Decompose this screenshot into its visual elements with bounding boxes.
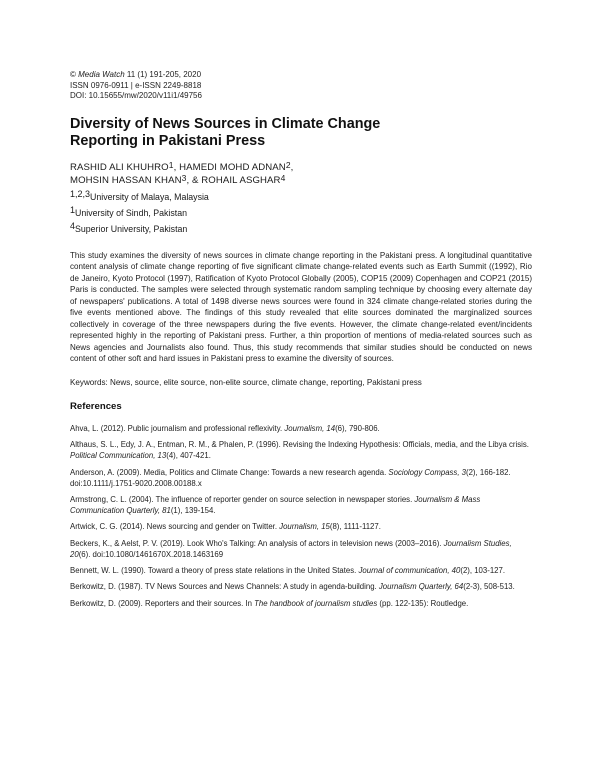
citation-line: © Media Watch 11 (1) 191-205, 2020 — [70, 70, 202, 79]
affiliation: $^1$University of Sindh, Pakistan — [70, 204, 187, 218]
journal-meta — [70, 70, 532, 102]
reference-item: Anderson, A. (2009). Media, Politics and Climate Change: Towards a new research agenda. Sociology Compass, 3(2), 166-182. doi:10.1111/j.1751-9020.2008.00188.x — [70, 467, 511, 488]
paper-page — [70, 70, 532, 615]
journal-name: Media Watch — [78, 70, 125, 79]
reference-item: Beckers, K., & Aelst, P. V. (2019). Look Who's Talking: An analysis of actors in television news (2003–2016). Journalism Studies, 20(6). doi:10.1080/1461670X.2018.1463169 — [70, 538, 512, 559]
reference-item: Armstrong, C. L. (2004). The influence of reporter gender on source selection in newspaper stories. Journalism & Mass Communication Quarterly, 81(1), 139-154. — [70, 495, 481, 515]
affiliation: $^{1,2,3}$University of Malaya, Malaysia — [70, 188, 209, 202]
author-name: HAMEDI MOHD ADNAN — [179, 161, 286, 173]
author-name: ROHAIL ASGHAR — [201, 174, 281, 186]
reference-item: Artwick, C. G. (2014). News sourcing and gender on Twitter. Journalism, 15(8), 1111-1127. — [70, 522, 381, 532]
reference-item: Ahva, L. (2012). Public journalism and professional reflexivity. Journalism, 14(6), 790-806. — [70, 423, 380, 433]
reference-item: Berkowitz, D. (1987). TV News Sources and News Channels: A study in agenda-building. Journalism Quarterly, 64(2-3), 508-513. — [70, 582, 515, 592]
affiliation-list — [70, 189, 532, 237]
references-heading: References — [70, 400, 122, 412]
author-name: MOHSIN HASSAN KHAN — [70, 174, 182, 186]
reference-item: Berkowitz, D. (2009). Reporters and their sources. In The handbook of journalism studies (pp. 122-135): Routledge. — [70, 598, 469, 608]
reference-item: Bennett, W. L. (1990). Toward a theory of press state relations in the United States. Journal of communication, 40(2), 103-127. — [70, 566, 506, 576]
author-name: RASHID ALI KHUHRO — [70, 161, 169, 173]
doi-line: DOI: 10.15655/mw/2020/v11i1/49756 — [70, 91, 202, 100]
keywords: Keywords: News, source, elite source, non-elite source, climate change, reporting, Pakistani press — [70, 377, 422, 387]
issn-line: ISSN 0976-0911 | e-ISSN 2249-8818 — [70, 80, 202, 90]
reference-list — [70, 424, 532, 610]
paper-title: Diversity of News Sources in Climate Change Reporting in Pakistani Press — [70, 115, 381, 149]
author-list: RASHID ALI KHUHRO$^1$, HAMEDI MOHD ADNAN$^2$, MOHSIN HASSAN KHAN$^3$, & ROHAIL ASGHAR$^4$ — [70, 159, 294, 186]
reference-item: Althaus, S. L., Edy, J. A., Entman, R. M., & Phalen, P. (1996). Revising the Indexing Hypothesis: Officials, media, and the Libya crisis. Political Communication, 13(4), 407-421. — [70, 440, 529, 461]
affiliation: $^4$Superior University, Pakistan — [70, 220, 188, 234]
abstract: This study examines the diversity of news sources in climate change reporting in the Pakistani press. A longitudinal quantitative content analysis of climate change reporting of five significant climate change-related events such as Earth Summit ((1992), Rio de Janeiro, Kyoto Protocol (1997), Ratification of Kyoto Protocol Globally (2005), COP15 (2009) Copenhagen and COP21 (2015) Paris is conducted. The samples were selected through systematic random sampling technique by choosing every alternate day of newspapers' publications. A total of 1498 diverse news sources were found in 324 climate change-related stories during the five events mentioned above. The findings of this study revealed that elite sources dominated the marginalized sources collectively in coverage of the three newspapers during the five events. However, the climate change-related event/incidents represented highly in the reporting of Pakistani press. Further, a thin proportion of mentions of media-related sources such as News agencies and Journalists also found. Thus, this study recommends that similar studies should be conducted on news content of other soft and hard issues in Pakistani press to examine the diversity of sources. — [70, 250, 532, 364]
